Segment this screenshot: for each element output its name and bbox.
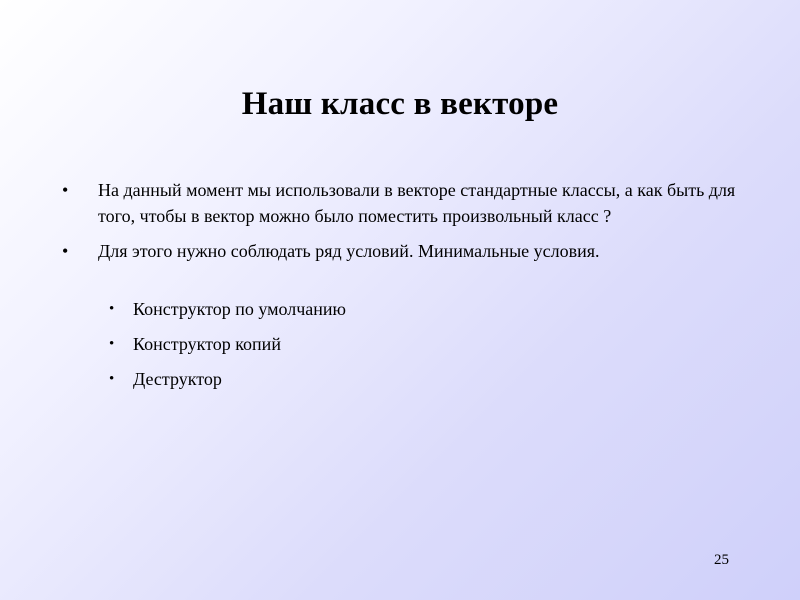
sub-bullet-item: • Деструктор bbox=[133, 366, 346, 392]
slide-number: 25 bbox=[714, 552, 729, 568]
sub-bullet-item: • Конструктор копий bbox=[133, 331, 346, 357]
sub-bullet-item: • Конструктор по умолчанию bbox=[133, 296, 346, 322]
bullet-item: • На данный момент мы использовали в векторе стандартные классы, а как быть для того, чтобы в вектор можно было поместить произвольный класс ? bbox=[98, 177, 748, 229]
sub-bullet-list bbox=[133, 296, 346, 401]
bullet-list bbox=[98, 177, 748, 273]
slide-title: Наш класс в векторе bbox=[241, 86, 559, 122]
bullet-item: • Для этого нужно соблюдать ряд условий. Минимальные условия. bbox=[98, 238, 748, 264]
